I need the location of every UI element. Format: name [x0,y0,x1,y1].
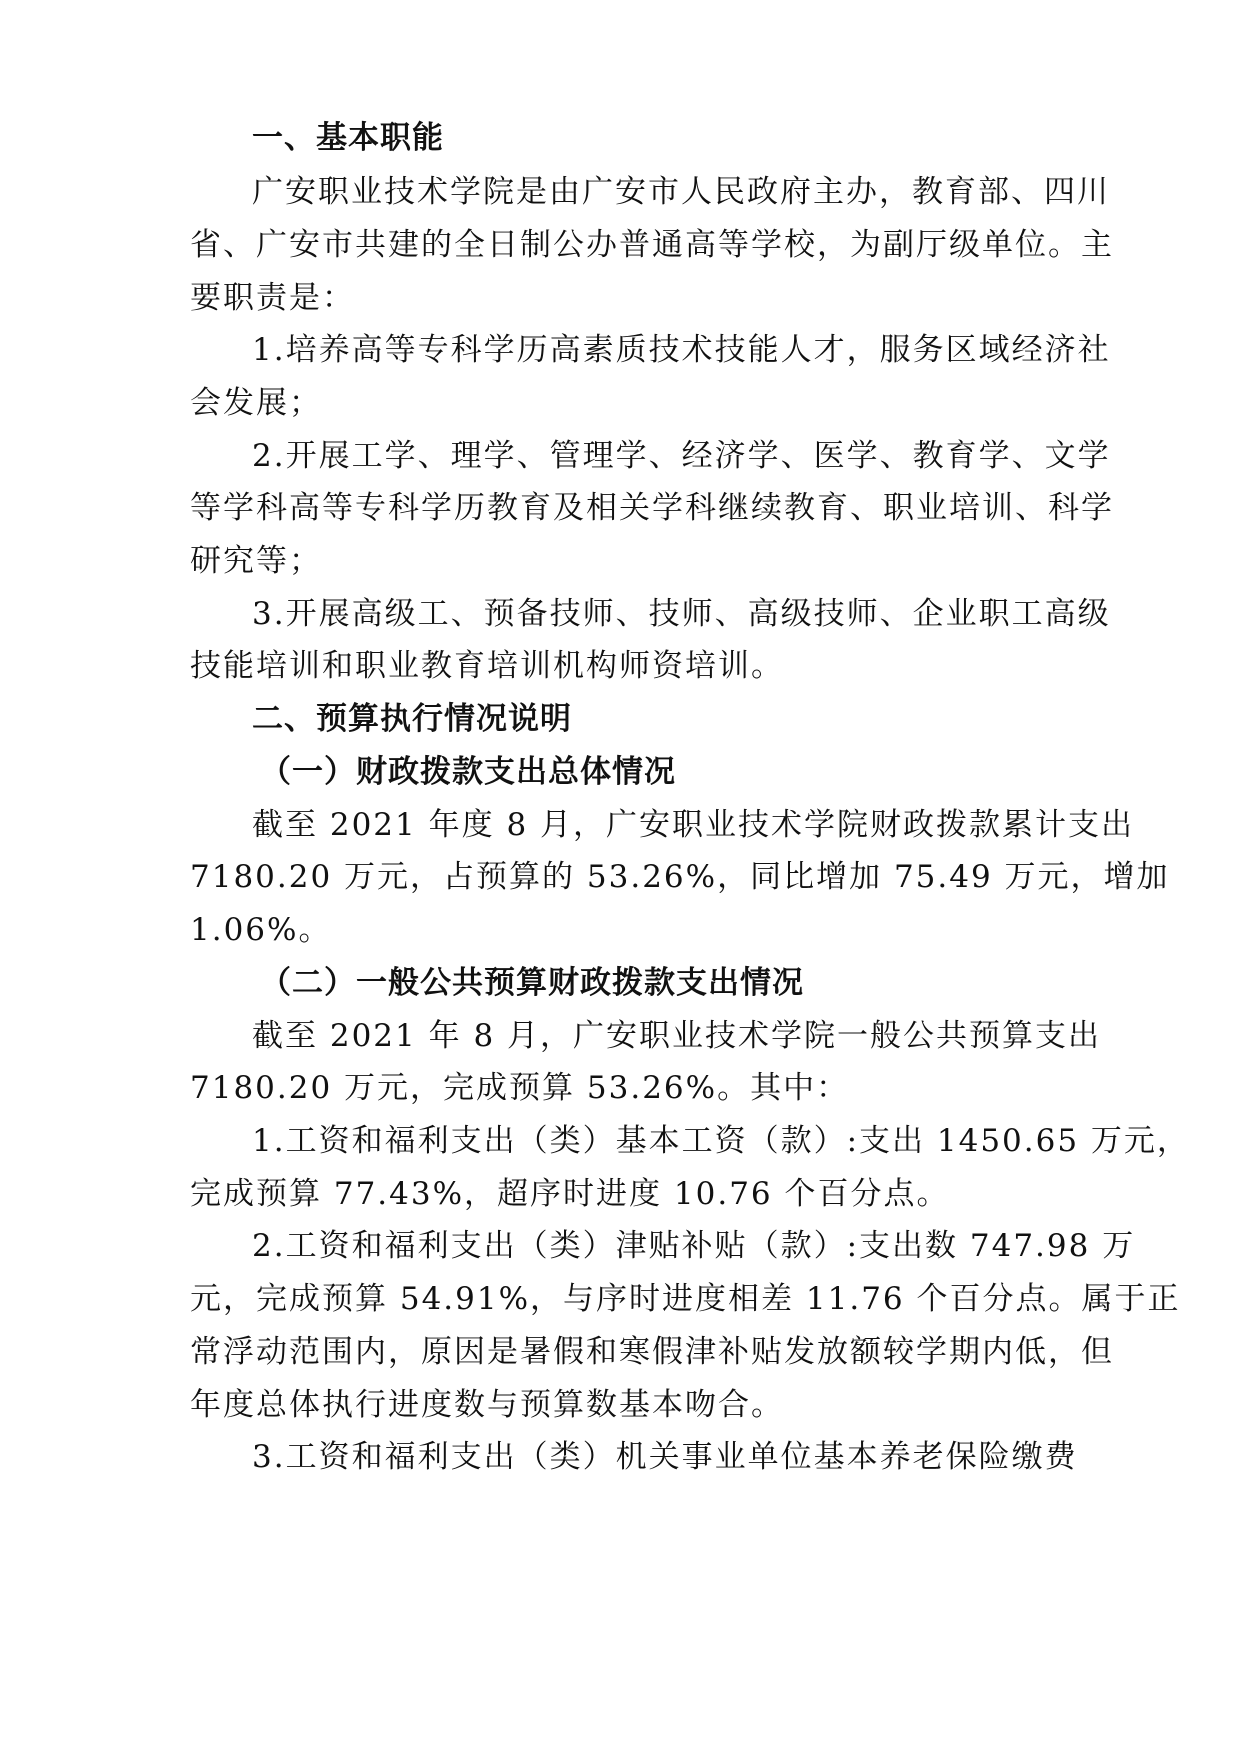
list-item-line: 等学科高等专科学历教育及相关学科继续教育、职业培训、科学 [190,490,1114,526]
paragraph-line: 要职责是： [190,280,355,316]
list-item-line: 1.工资和福利支出（类）基本工资（款）:支出 1450.65 万元， [252,1123,1190,1159]
list-item-line: 会发展； [190,385,322,421]
list-item-line: 年度总体执行进度数与预算数基本吻合。 [190,1387,784,1423]
list-item-line: 技能培训和职业教育培训机构师资培训。 [190,648,784,684]
paragraph-line: 省、广安市共建的全日制公办普通高等学校，为副厅级单位。主 [190,227,1114,263]
subsection-title-general-public-budget: （二）一般公共预算财政拨款支出情况 [260,965,804,1001]
list-item-line: 3.工资和福利支出（类）机关事业单位基本养老保险缴费 [252,1439,1078,1475]
paragraph-line: 截至 2021 年 8 月，广安职业技术学院一般公共预算支出 [252,1018,1102,1054]
list-item-line: 常浮动范围内，原因是暑假和寒假津补贴发放额较学期内低，但 [190,1334,1114,1370]
section-heading-basic-functions: 一、基本职能 [252,120,444,156]
list-item-line: 完成预算 77.43%，超序时进度 10.76 个百分点。 [190,1176,950,1212]
list-item-line: 研究等； [190,543,322,579]
list-item-line: 2.开展工学、理学、管理学、经济学、医学、教育学、文学 [252,438,1111,474]
paragraph-line: 7180.20 万元，占预算的 53.26%，同比增加 75.49 万元，增加 [190,859,1170,895]
list-item-line: 1.培养高等专科学历高素质技术技能人才，服务区域经济社 [252,332,1111,368]
list-item-line: 2.工资和福利支出（类）津贴补贴（款）:支出数 747.98 万 [252,1228,1136,1264]
paragraph-line: 7180.20 万元，完成预算 53.26%。其中： [190,1070,850,1106]
paragraph-line: 截至 2021 年度 8 月，广安职业技术学院财政拨款累计支出 [252,807,1135,843]
subsection-title-overall: （一）财政拨款支出总体情况 [260,754,676,790]
paragraph-line: 广安职业技术学院是由广安市人民政府主办，教育部、四川 [252,174,1110,210]
list-item-line: 元，完成预算 54.91%，与序时进度相差 11.76 个百分点。属于正 [190,1281,1181,1317]
list-item-line: 3.开展高级工、预备技师、技师、高级技师、企业职工高级 [252,596,1111,632]
section-heading-budget-execution: 二、预算执行情况说明 [252,701,572,737]
paragraph-line: 1.06%。 [190,912,332,948]
